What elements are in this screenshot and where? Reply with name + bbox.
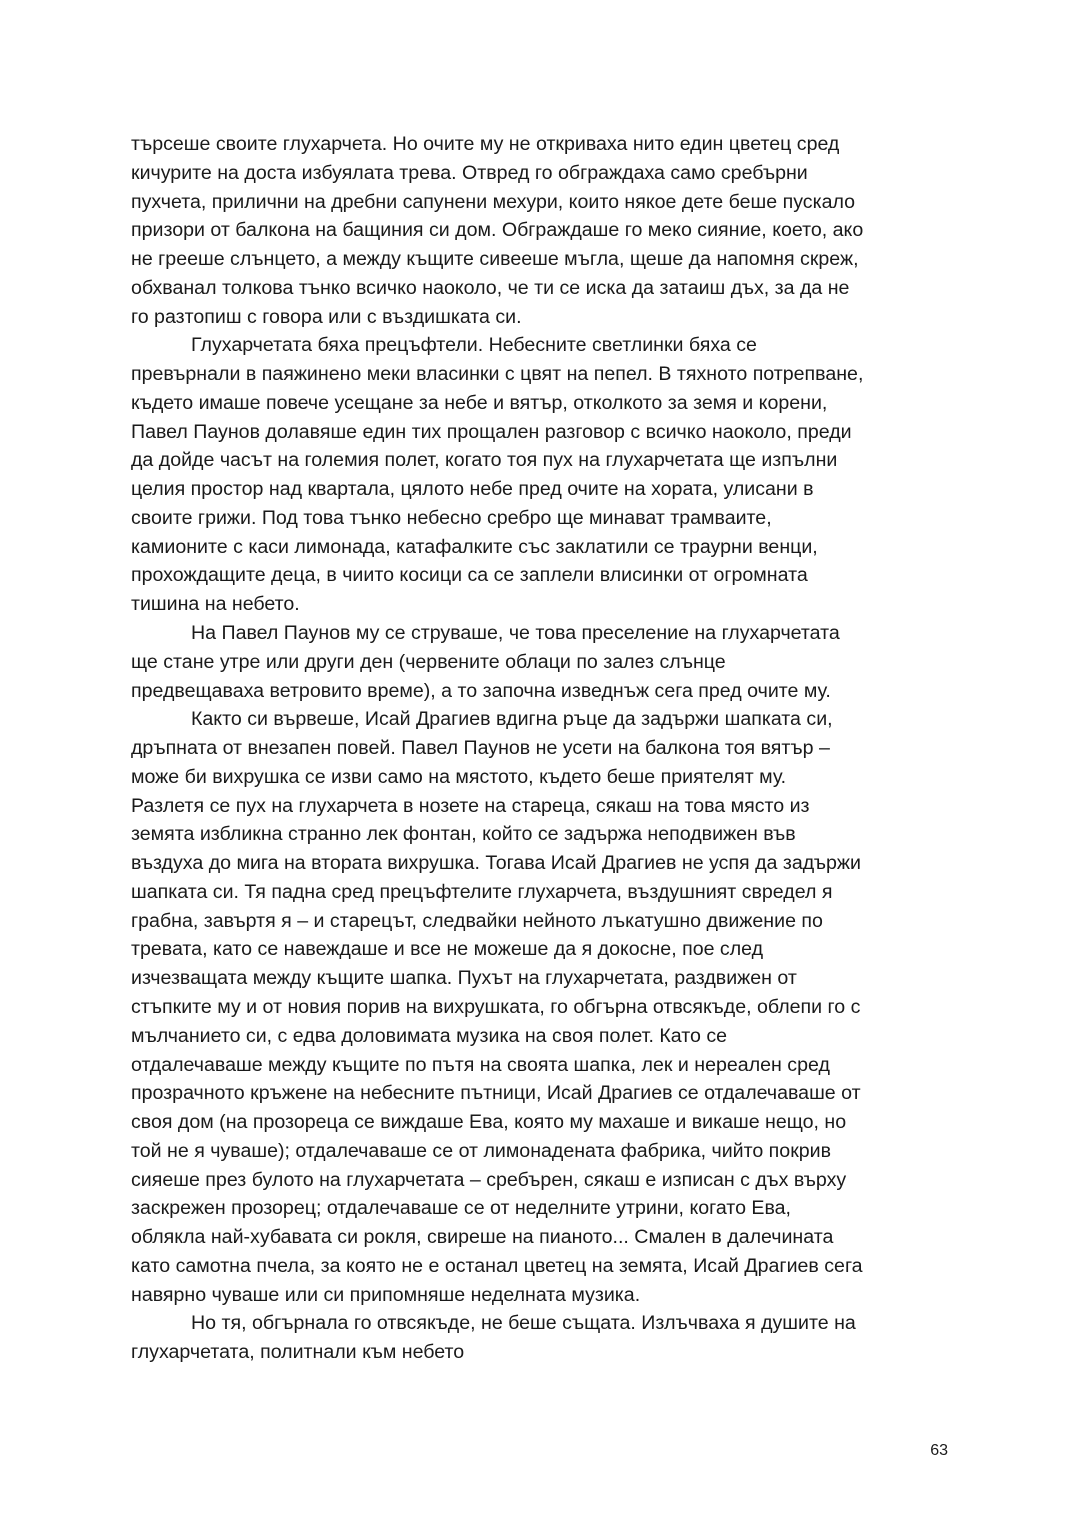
text-line: тишина на небето. (131, 593, 300, 616)
text-line: кичурите на доста избуялата трева. Отвред го обграждаха само сребърни (131, 161, 808, 184)
body-text (131, 130, 961, 1367)
paragraph-4 (131, 705, 961, 1309)
text-line: призори от балкона на бащиния си дом. Обграждаше го меко сияние, което, ако (131, 219, 864, 242)
text-line: стъпките му и от новия порив на вихрушката, го обгърна отвсякъде, облепи го с (131, 995, 861, 1018)
text-line: глухарчетата, политнали към небето (131, 1341, 465, 1364)
text-line: навярно чуваше или си припомняше неделната музика. (131, 1283, 641, 1306)
text-line: въздуха до мига на втората вихрушка. Тогава Исай Драгиев не успя да задържи (131, 852, 861, 875)
text-line: сияеше през булото на глухарчетата – сребърен, сякаш е изписан с дъх върху (131, 1168, 847, 1191)
text-line: своя дом (на прозореца се виждаше Ева, която му махаше и викаше нещо, но (131, 1111, 847, 1134)
text-line: обхванал толкова тънко всичко наоколо, че ти се иска да затаиш дъх, за да не (131, 276, 850, 299)
text-line: да дойде часът на големия полет, когато тоя пух на глухарчетата ще изпълни (131, 449, 838, 472)
page-number: 63 (930, 1442, 948, 1459)
text-line: Но тя, обгърнала го отвсякъде, не беше същата. Излъчваха я душите на (191, 1312, 856, 1335)
text-line: Както си вървеше, Исай Драгиев вдигна ръце да задържи шапката си, (191, 708, 833, 731)
text-line: Глухарчетата бяха прецъфтели. Небесните светлинки бяха се (191, 334, 757, 357)
text-line: не грееше слънцето, а между къщите сивееше мъгла, щеше да напомня скреж, (131, 248, 859, 271)
text-line: той не я чуваше); отдалечаваше се от лимонадената фабрика, чийто покрив (131, 1139, 832, 1162)
text-line: прохождащите деца, в чиито косици са се заплели влисинки от огромната (131, 564, 808, 587)
paragraph-3 (131, 619, 961, 705)
text-line: заскрежен прозорец; отдалечаваше се от неделните утрини, когато Ева, (131, 1197, 792, 1220)
text-line: мълчанието си, с едва доловимата музика на своя полет. Като се (131, 1024, 728, 1047)
text-line: предвещаваха ветровито време), а то започна изведнъж сега пред очите му. (131, 679, 831, 702)
text-line: На Павел Паунов му се струваше, че това преселение на глухарчетата (191, 622, 840, 645)
text-line: Павел Паунов долавяше един тих прощален разговор с всичко наоколо, преди (131, 420, 852, 443)
text-line: Разлетя се пух на глухарчета в нозете на стареца, сякаш на това място из (131, 794, 810, 817)
text-line: превърнали в паяжинено меки власинки с цвят на пепел. В тяхното потрепване, (131, 363, 864, 386)
text-line: пухчета, прилични на дребни сапунени мехури, които някое дете беше пускало (131, 190, 856, 213)
paragraph-5 (131, 1309, 961, 1367)
text-line: може би вихрушка се изви само на мястото, където беше приятелят му. (131, 765, 787, 788)
text-line: отдалечаваше между къщите по пътя на своята шапка, лек и нереален сред (131, 1053, 830, 1076)
text-line: земята избликна странно лек фонтан, който се задържа неподвижен във (131, 823, 796, 846)
text-line: го разтопиш с говора или с въздишката си. (131, 305, 522, 328)
text-line: изчезващата между къщите шапка. Пухът на глухарчетата, раздвижен от (131, 967, 797, 990)
text-line: като самотна пчела, за която не е останал цветец на земята, Исай Драгиев сега (131, 1254, 863, 1277)
text-line: своите грижи. Под това тънко небесно сребро ще минават трамваите, (131, 506, 772, 529)
text-line: шапката си. Тя падна сред прецъфтелите глухарчета, въздушният свредел я (131, 880, 833, 903)
text-line: тревата, като се навеждаше и все не можеше да я докосне, пое след (131, 938, 764, 961)
paragraph-2 (131, 331, 961, 619)
text-line: прозрачното кръжене на небесните пътници, Исай Драгиев се отдалечаваше от (131, 1082, 861, 1105)
text-line: ще стане утре или други ден (червените облаци по залез слънце (131, 650, 726, 673)
text-line: камионите с каси лимонада, катафалките със заклатили се траурни венци, (131, 535, 818, 558)
text-line: дръпната от внезапен повей. Павел Паунов не усети на балкона тоя вятър – (131, 737, 830, 760)
text-line: където имаше повече усещане за небе и вятър, отколкото за земя и корени, (131, 391, 828, 414)
text-line: грабна, завъртя я – и старецът, следвайки нейното лъкатушно движение по (131, 909, 823, 932)
text-line: търсеше своите глухарчета. Но очите му не откриваха нито един цветец сред (131, 133, 840, 155)
text-line: облякла най-хубавата си рокля, свиреше на пианото... Смален в далечината (131, 1226, 834, 1249)
text-line: целия простор над квартала, цялото небе пред очите на хората, улисани в (131, 478, 814, 501)
paragraph-1 (131, 130, 961, 331)
